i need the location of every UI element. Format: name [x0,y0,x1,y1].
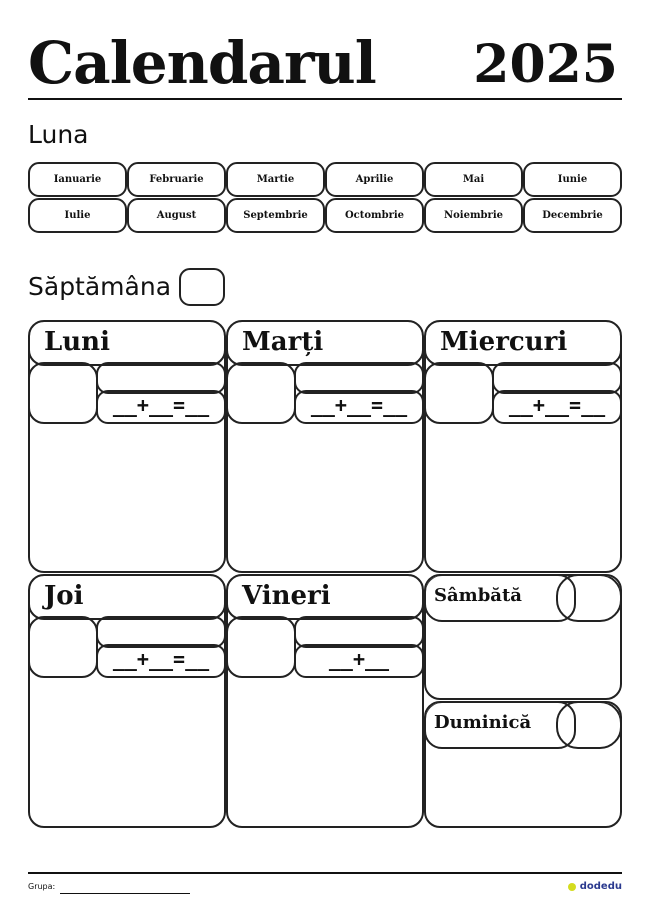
month-cell-august[interactable]: August [127,198,226,233]
month-cell-decembrie[interactable]: Decembrie [523,198,622,233]
date-box[interactable] [424,362,494,424]
group-label: Grupa: [28,882,56,891]
footer-divider [28,872,622,874]
day-title: Marți [226,320,424,366]
day-title: Sâmbătă [424,574,576,622]
day-card-sambata [424,574,622,700]
equation-box[interactable]: __+__=__ [96,644,226,678]
date-box[interactable] [28,362,98,424]
date-box[interactable] [28,616,98,678]
brand-logo [568,881,622,892]
date-circle[interactable] [556,574,622,622]
brand-name: dodedu [579,881,622,892]
day-card-luni [28,320,226,573]
day-title: Duminică [424,701,576,749]
day-title: Joi [28,574,226,620]
group-input-line[interactable] [60,893,190,894]
day-card-joi [28,574,226,828]
month-cell-mai[interactable]: Mai [424,162,523,197]
equation-box[interactable]: __+__=__ [492,390,622,424]
month-cell-iulie[interactable]: Iulie [28,198,127,233]
month-cell-martie[interactable]: Martie [226,162,325,197]
day-title: Miercuri [424,320,622,366]
day-card-marti [226,320,424,573]
month-cell-aprilie[interactable]: Aprilie [325,162,424,197]
month-cell-noiembrie[interactable]: Noiembrie [424,198,523,233]
month-cell-februarie[interactable]: Februarie [127,162,226,197]
date-box[interactable] [226,616,296,678]
day-title: Vineri [226,574,424,620]
month-cell-octombrie[interactable]: Octombrie [325,198,424,233]
day-card-vineri [226,574,424,828]
equation-box[interactable]: __+__ [294,644,424,678]
date-box[interactable] [226,362,296,424]
day-card-miercuri [424,320,622,573]
week-number-box[interactable] [179,268,225,306]
week-section-label: Săptămâna [28,272,172,301]
day-card-duminica [424,701,622,828]
month-cell-iunie[interactable]: Iunie [523,162,622,197]
day-title: Luni [28,320,226,366]
header-divider [28,98,622,100]
brand-dot-icon [568,883,576,891]
month-section-label: Luna [28,120,89,149]
month-cell-septembrie[interactable]: Septembrie [226,198,325,233]
year-label: 2025 [473,34,618,95]
page-title: Calendarul [28,29,376,97]
equation-box[interactable]: __+__=__ [96,390,226,424]
date-circle[interactable] [556,701,622,749]
equation-box[interactable]: __+__=__ [294,390,424,424]
month-cell-ianuarie[interactable]: Ianuarie [28,162,127,197]
